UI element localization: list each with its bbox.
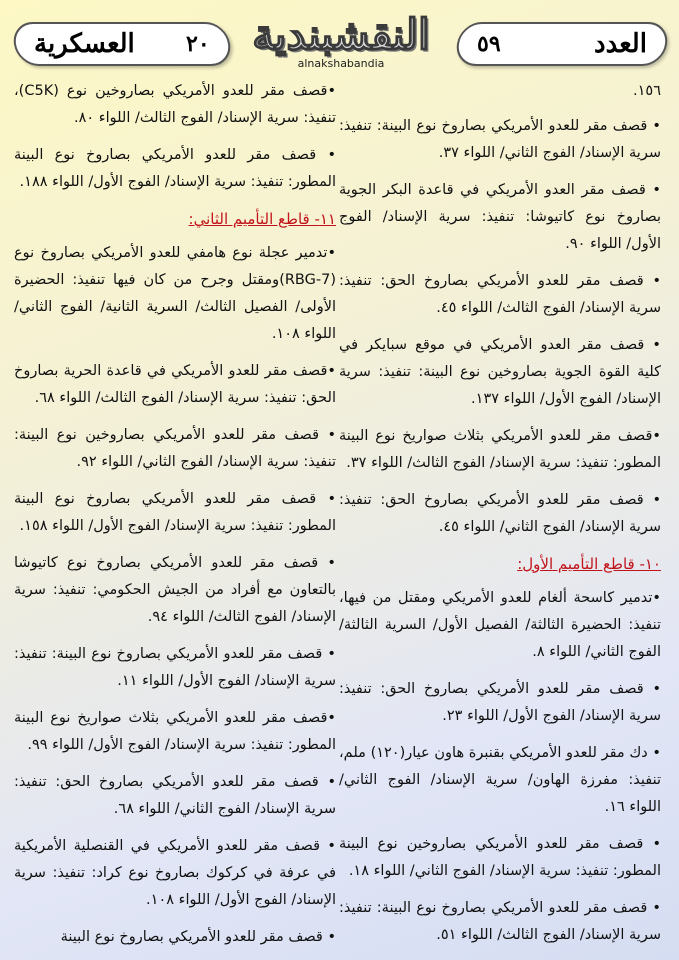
list-item: • دك مقر للعدو الأمريكي بقنبرة هاون عيار(١٢٠) ملم، تنفيذ: مفرزة الهاون/ سرية الإسناد/ الفوج الثاني/ اللواء ١٦.	[339, 745, 661, 815]
list-item: • قصف مقر العدو الأمريكي في قاعدة البكر الجوية بصاروخ نوع كاتيوشا: تنفيذ: سرية الإسناد/ الفوج الأول/ اللواء ٩٠.	[339, 182, 661, 252]
list-item: • قصف مقر للعدو الأمريكي بصاروخ نوع البينة: تنفيذ: سرية الإسناد/ الفوج الثاني/ اللواء ٣٧.	[339, 118, 661, 161]
left-list-1	[14, 78, 336, 196]
section-heading: ١١- قاطع التأميم الثاني:	[188, 210, 336, 228]
list-item: • قصف مقر للعدو الأمريكي بصاروخ نوع البينة	[60, 929, 336, 945]
issue-label: العدد	[594, 29, 647, 59]
list-item: • قصف مقر للعدو الأمريكي بصاروخ نوع البينة: تنفيذ: سرية الإسناد/ الفوج الأول/ اللواء ١١.	[14, 646, 336, 689]
list-item: •قصف مقر للعدو الأمريكي بثلاث صواريخ نوع البينة المطور: تنفيذ: سرية الإسناد/ الفوج الأول/ اللواء ٩٩.	[14, 710, 336, 753]
right-column	[339, 78, 661, 959]
list-item: • قصف مقر العدو الأمريكي في موقع سبايكر في كلية القوة الجوية بصاروخين نوع البينة: تنفيذ: سرية الإسناد/ الفوج الأول/ اللواء ١٣٧.	[339, 337, 661, 407]
list-item: •قصف مقر للعدو الأمريكي بثلاث صواريخ نوع البينة المطور: تنفيذ: سرية الإسناد/ الفوج الثالث/ اللواء ٣٧.	[339, 428, 661, 471]
right-list-2	[339, 585, 661, 949]
list-item: •قصف مقر للعدو الأمريكي في قاعدة الحرية بصاروخ الحق: تنفيذ: سرية الإسناد/ الفوج الثالث/ اللواء ٦٨.	[14, 363, 336, 406]
list-item: • قصف مقر للعدو الأمريكي بصاروخين نوع البينة: تنفيذ: سرية الإسناد/ الفوج الثاني/ اللواء ٩٢.	[14, 427, 336, 470]
logo-latin: alnakshabandia	[297, 56, 385, 70]
section-badge	[11, 22, 233, 66]
page-number: ٢٠	[186, 31, 210, 57]
list-item: • قصف مقر للعدو الأمريكي بصاروخ الحق: تنفيذ: سرية الإسناد/ الفوج الأول/ اللواء ٢٣.	[339, 681, 661, 724]
page-header	[0, 0, 679, 78]
left-column	[14, 78, 336, 960]
list-item: • قصف مقر للعدو الأمريكي بصاروخ الحق: تنفيذ: سرية الإسناد/ الفوج الثالث/ اللواء ٤٥.	[339, 273, 661, 316]
left-list-2	[14, 240, 336, 951]
article-body	[0, 78, 679, 960]
list-item: •تدمير عجلة نوع هامفي للعدو الأمريكي بصاروخ نوع (RBG-7)ومقتل وجرح من كان فيها تنفيذ: الحضيرة الأولى/ الفصيل الثالث/ السرية الثانية/ الفوج الثاني/ اللواء ١٠٨.	[14, 245, 336, 342]
continuation-text: ١٥٦.	[633, 83, 661, 99]
magazine-logo	[238, 4, 444, 76]
list-item: • قصف مقر للعدو الأمريكي بصاروخين نوع البينة المطور: تنفيذ: سرية الإسناد/ الفوج الثاني/ اللواء ١٨.	[339, 836, 661, 879]
issue-badge	[454, 22, 670, 66]
list-item: • قصف مقر للعدو الأمريكي بصاروخ نوع كاتيوشا بالتعاون مع أفراد من الجيش الحكومي: تنفيذ: سرية الإسناد/ الفوج الثالث/ اللواء ٩٤.	[14, 555, 336, 625]
issue-number: ٥٩	[477, 31, 501, 57]
section-label: العسكرية	[34, 29, 135, 59]
right-list-1	[339, 113, 661, 541]
list-item: •تدمير كاسحة ألغام للعدو الأمريكي ومقتل من فيها، تنفيذ: الحضيرة الثالثة/ الفصيل الأول/ السرية الثالثة/ الفوج الثاني/ اللواء ٨.	[339, 590, 661, 660]
list-item: • قصف مقر للعدو الأمريكي بصاروخ نوع البينة: تنفيذ: سرية الإسناد/ الفوج الثالث/ اللواء ٥١.	[339, 900, 661, 943]
list-item: • قصف مقر للعدو الأمريكي بصاروخ الحق: تنفيذ: سرية الإسناد/ الفوج الثاني/ اللواء ٦٨.	[14, 774, 336, 817]
list-item: •قصف مقر للعدو الأمريكي بصاروخين نوع (C5K)، تنفيذ: سرية الإسناد/ الفوج الثالث/ اللواء ٨٠.	[14, 83, 336, 126]
list-item: • قصف مقر للعدو الأمريكي بصاروخ نوع البينة المطور: تنفيذ: سرية الإسناد/ الفوج الأول/ اللواء ١٥٨.	[14, 491, 336, 534]
list-item: • قصف مقر للعدو الأمريكي بصاروخ نوع البينة المطور: تنفيذ: سرية الإسناد/ الفوج الأول/ اللواء ١٨٨.	[14, 147, 336, 190]
logo-arabic: النقشبندية	[252, 9, 430, 59]
list-item: • قصف مقر للعدو الأمريكي في القنصلية الأمريكية في عرفة في كركوك بصاروخ نوع كراد: تنفيذ: سرية الإسناد/ الفوج الأول/ اللواء ١٠٨.	[14, 838, 336, 908]
list-item: • قصف مقر للعدو الأمريكي بصاروخ الحق: تنفيذ: سرية الإسناد/ الفوج الثاني/ اللواء ٤٥.	[339, 492, 661, 535]
section-heading: ١٠- قاطع التأميم الأول:	[517, 555, 661, 573]
